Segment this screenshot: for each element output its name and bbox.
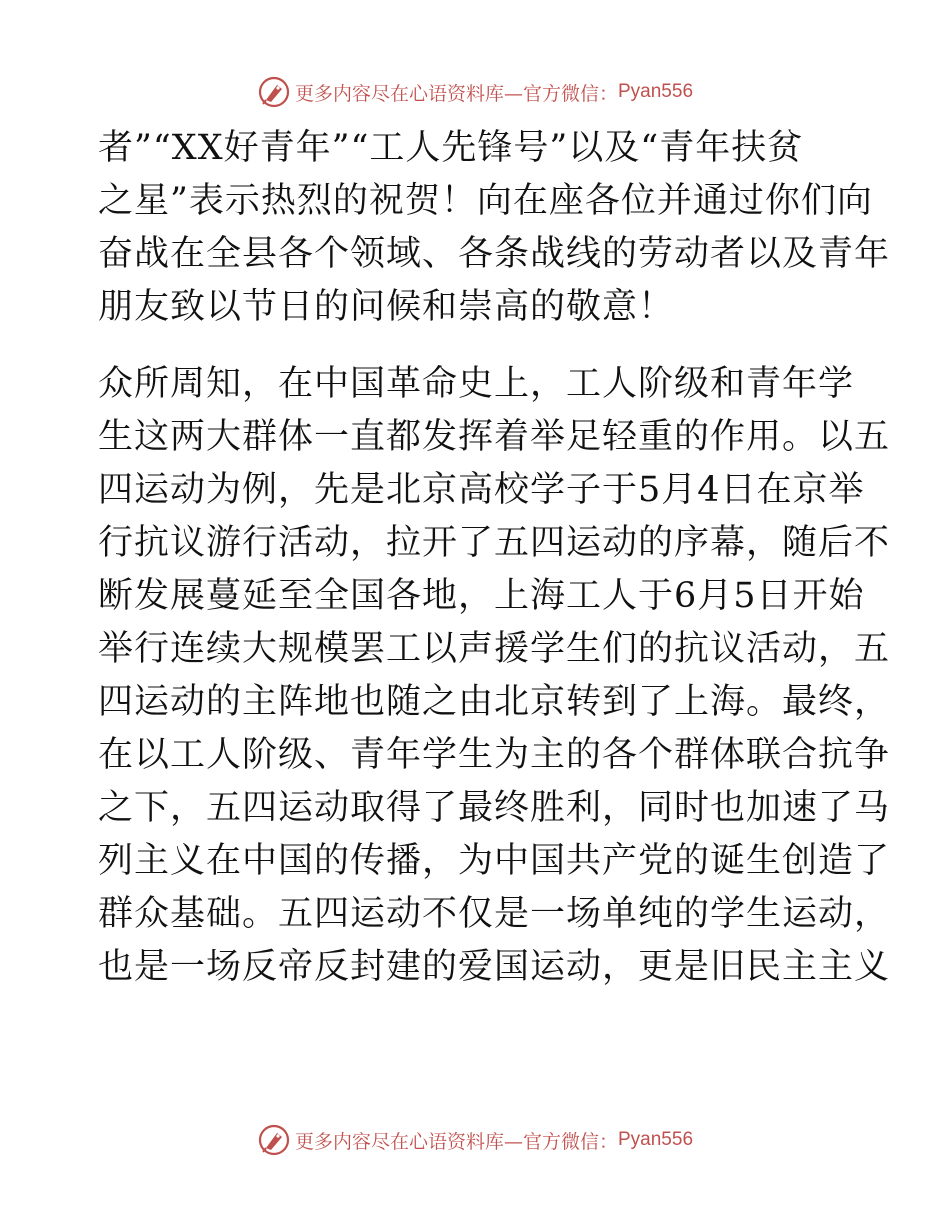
paragraph-2 — [98, 358, 891, 994]
text-line: 群众基础。五四运动不仅是一场单纯的学生运动， — [98, 894, 891, 934]
watermark-text: 更多内容尽在心语资料库—官方微信： — [294, 1130, 618, 1153]
paragraph-gap — [98, 334, 858, 358]
text-line: 在以工人阶级、青年学生为主的各个群体联合抗争 — [98, 735, 891, 775]
text-line: 之下，五四运动取得了最终胜利，同时也加速了马 — [98, 788, 891, 828]
text-line: 列主义在中国的传播，为中国共产党的诞生创造了 — [98, 841, 891, 881]
watermark-account: Pyan556 — [618, 81, 694, 102]
text-line: 生这两大群体一直都发挥着举足轻重的作用。以五 — [98, 417, 891, 457]
text-line: 断发展蔓延至全国各地，上海工人于6月5日开始 — [98, 576, 865, 616]
text-line: 朋友致以节日的问候和崇高的敬意！ — [98, 287, 675, 327]
text-line: 也是一场反帝反封建的爱国运动，更是旧民主主义 — [98, 947, 891, 987]
header-watermark — [0, 70, 950, 114]
pen-nib-icon — [257, 1123, 291, 1157]
text-line: 四运动的主阵地也随之由北京转到了上海。最终， — [98, 682, 891, 722]
text-line: 奋战在全县各个领域、各条战线的劳动者以及青年 — [98, 234, 891, 274]
text-line: 众所周知，在中国革命史上，工人阶级和青年学 — [98, 364, 855, 404]
document-body — [98, 122, 891, 994]
text-line: 举行连续大规模罢工以声援学生们的抗议活动，五 — [98, 629, 891, 669]
watermark-account: Pyan556 — [618, 1129, 694, 1150]
footer-watermark — [0, 1118, 950, 1162]
text-line: 者”“XX好青年”“工人先锋号”以及“青年扶贫 — [98, 128, 804, 168]
text-line: 四运动为例，先是北京高校学子于5月4日在京举 — [98, 470, 865, 510]
paragraph-1 — [98, 122, 891, 334]
text-line: 之星”表示热烈的祝贺！向在座各位并通过你们向 — [98, 181, 873, 221]
pen-nib-icon — [257, 75, 291, 109]
text-line: 行抗议游行活动，拉开了五四运动的序幕，随后不 — [98, 523, 891, 563]
watermark-text: 更多内容尽在心语资料库—官方微信： — [294, 82, 618, 105]
